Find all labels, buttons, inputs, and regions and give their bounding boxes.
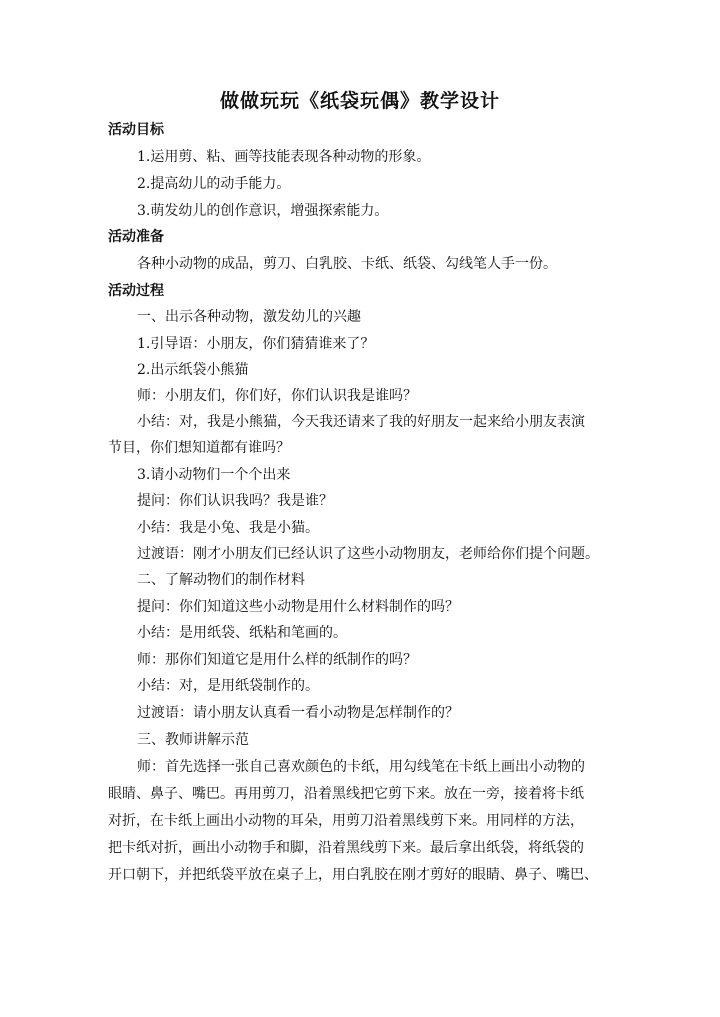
prep-heading: 活动准备 (108, 229, 164, 245)
process-line: 提问：你们认识我吗？我是谁？ (137, 493, 333, 509)
process-line: 提问：你们知道这些小动物是用什么材料制作的吗？ (137, 599, 459, 615)
process-line: 师：首先选择一张自己喜欢颜色的卡纸，用勾线笔在卡纸上画出小动物的 (137, 759, 585, 775)
process-line: 2.出示纸袋小熊猫 (137, 362, 249, 378)
process-line: 二、了解动物们的制作材料 (137, 572, 305, 588)
process-line: 开口朝下，并把纸袋平放在桌子上，用白乳胶在刚才剪好的眼睛、鼻子、嘴巴、 (108, 867, 598, 883)
process-line: 小结：对，我是小熊猫，今天我还请来了我的好朋友一起来给小朋友表演 (137, 414, 585, 430)
process-line: 1.引导语：小朋友，你们猜猜谁来了？ (137, 336, 375, 352)
process-line: 眼睛、鼻子、嘴巴。再用剪刀，沿着黑线把它剪下来。放在一旁，接着将卡纸 (108, 786, 584, 802)
process-line: 一、出示各种动物，激发幼儿的兴趣 (137, 309, 361, 325)
process-line: 小结：对，是用纸袋制作的。 (137, 678, 319, 694)
process-line: 小结：我是小兔、我是小猫。 (137, 520, 319, 536)
process-line: 对折，在卡纸上画出小动物的耳朵，用剪刀沿着黑线剪下来。用同样的方法， (108, 813, 584, 829)
process-line: 师：小朋友们，你们好，你们认识我是谁吗？ (137, 388, 417, 404)
process-heading: 活动过程 (108, 283, 164, 299)
process-line: 过渡语：请小朋友认真看一看小动物是怎样制作的？ (137, 705, 459, 721)
goal-item: 3.萌发幼儿的创作意识，增强探索能力。 (137, 203, 389, 219)
goal-item: 2.提高幼儿的动手能力。 (137, 176, 291, 192)
goals-heading: 活动目标 (108, 122, 164, 138)
process-line: 师：那你们知道它是用什么样的纸制作的吗？ (137, 652, 417, 668)
document-title: 做做玩玩《纸袋玩偶》教学设计 (219, 90, 500, 112)
process-line: 小结：是用纸袋、纸粘和笔画的。 (137, 625, 347, 641)
process-line: 把卡纸对折，画出小动物手和脚，沿着黑线剪下来。最后拿出纸袋，将纸袋的 (108, 840, 584, 856)
process-line: 节目，你们想知道都有谁吗？ (108, 440, 290, 456)
process-line: 3.请小动物们一个个出来 (137, 467, 291, 483)
process-line: 三、教师讲解示范 (137, 732, 249, 748)
prep-text: 各种小动物的成品，剪刀、白乳胶、卡纸、纸袋、勾线笔人手一份。 (137, 256, 557, 272)
goal-item: 1.运用剪、粘、画等技能表现各种动物的形象。 (137, 149, 431, 165)
process-line: 过渡语：刚才小朋友们已经认识了这些小动物朋友，老师给你们提个问题。 (137, 546, 599, 562)
